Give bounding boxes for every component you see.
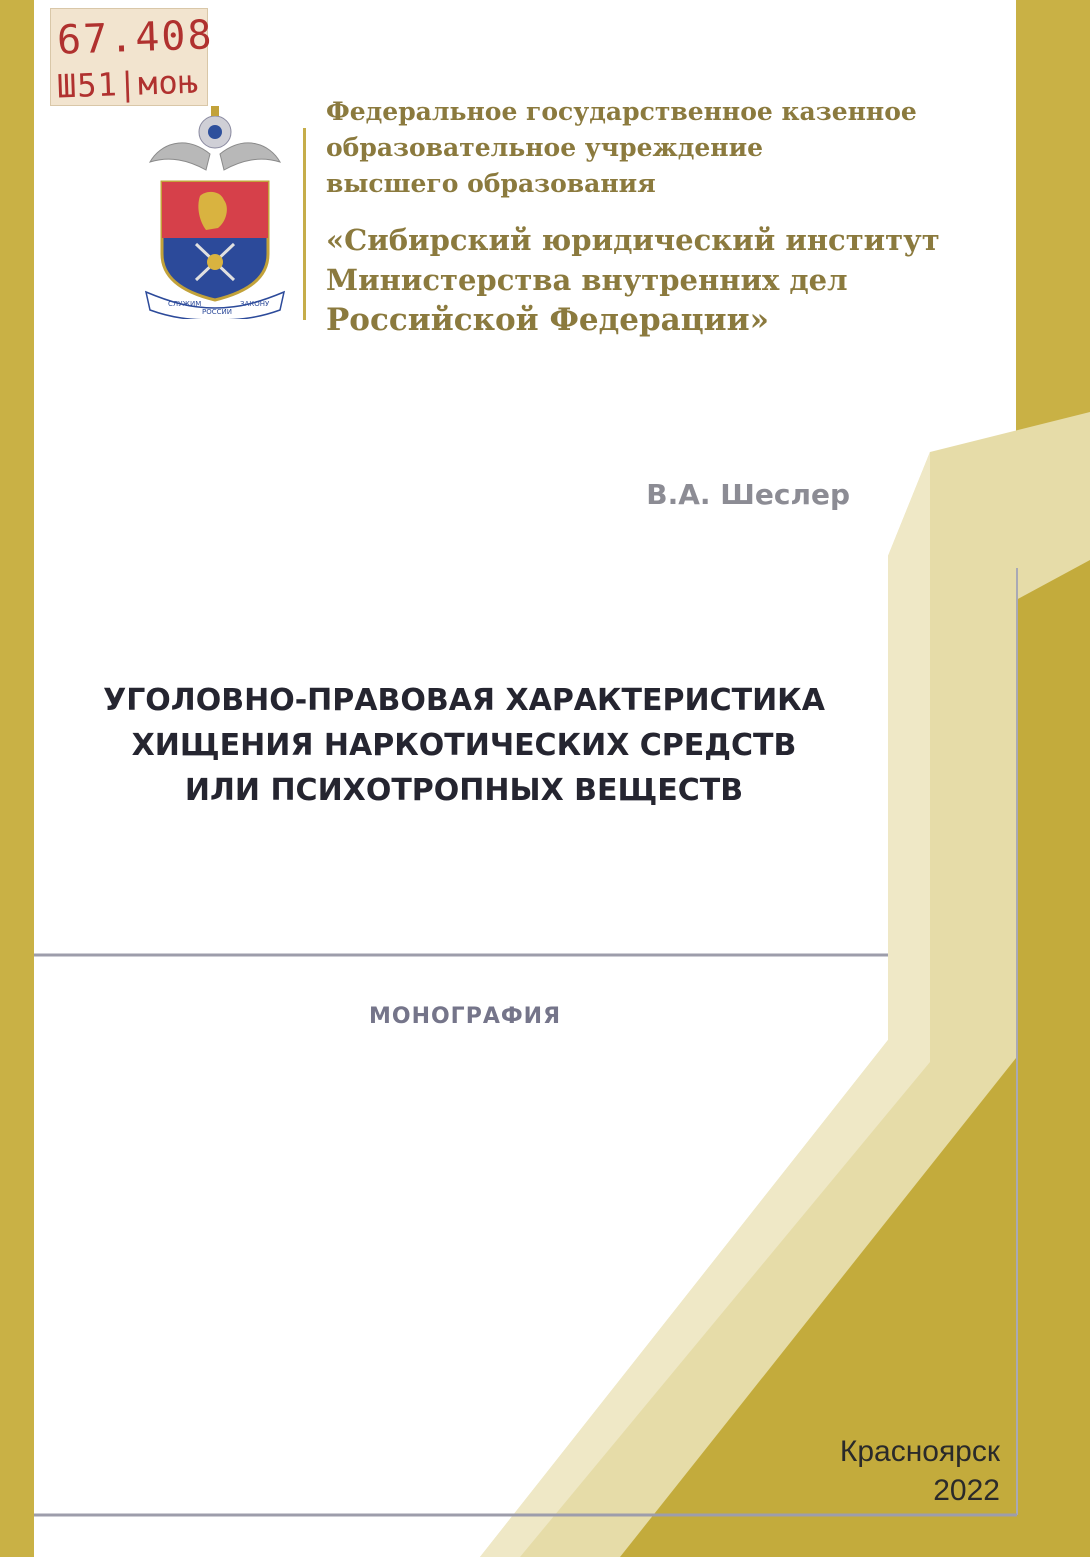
book-title <box>40 678 888 813</box>
title-line-3: ИЛИ ПСИХОТРОПНЫХ ВЕЩЕСТВ <box>184 773 744 808</box>
ribbon-text-right: ЗАКОНУ <box>240 300 270 308</box>
left-gold-strip <box>0 0 34 1557</box>
eagle-wing-right-icon <box>220 143 280 170</box>
publication-year: 2022 <box>933 1474 1000 1507</box>
publication-city: Красноярск <box>839 1435 1000 1468</box>
institution-name-2: Министерства внутренних дел <box>326 263 848 297</box>
institution-line-2: образовательное учреждение <box>326 133 764 162</box>
ribbon-text-center: РОССИИ <box>202 308 232 316</box>
diagonal-gold-shape-2 <box>1016 560 1090 1557</box>
institution-name-3: Российской Федерации» <box>326 302 769 338</box>
institution-name-1: «Сибирский юридический институт <box>326 223 940 257</box>
header-vertical-divider <box>303 128 306 320</box>
stamp-line-2: Ш51|моњ <box>56 62 200 106</box>
author-name: В.А. Шеслер <box>646 478 850 511</box>
stamp-line-1: 67.408 <box>56 12 215 64</box>
title-line-2: ХИЩЕНИЯ НАРКОТИЧЕСКИХ СРЕДСТВ <box>131 728 797 763</box>
genre-label: МОНОГРАФИЯ <box>368 1004 562 1029</box>
institution-line-1: Федеральное государственное казенное <box>326 97 917 126</box>
eagle-wing-left-icon <box>150 143 210 170</box>
library-stamp <box>50 8 215 106</box>
institution-line-3: высшего образования <box>326 169 656 198</box>
institute-emblem <box>140 104 290 319</box>
ribbon-text-left: СЛУЖИМ <box>168 300 202 308</box>
institution-block <box>326 94 966 340</box>
title-line-1: УГОЛОВНО-ПРАВОВАЯ ХАРАКТЕРИСТИКА <box>103 683 825 718</box>
